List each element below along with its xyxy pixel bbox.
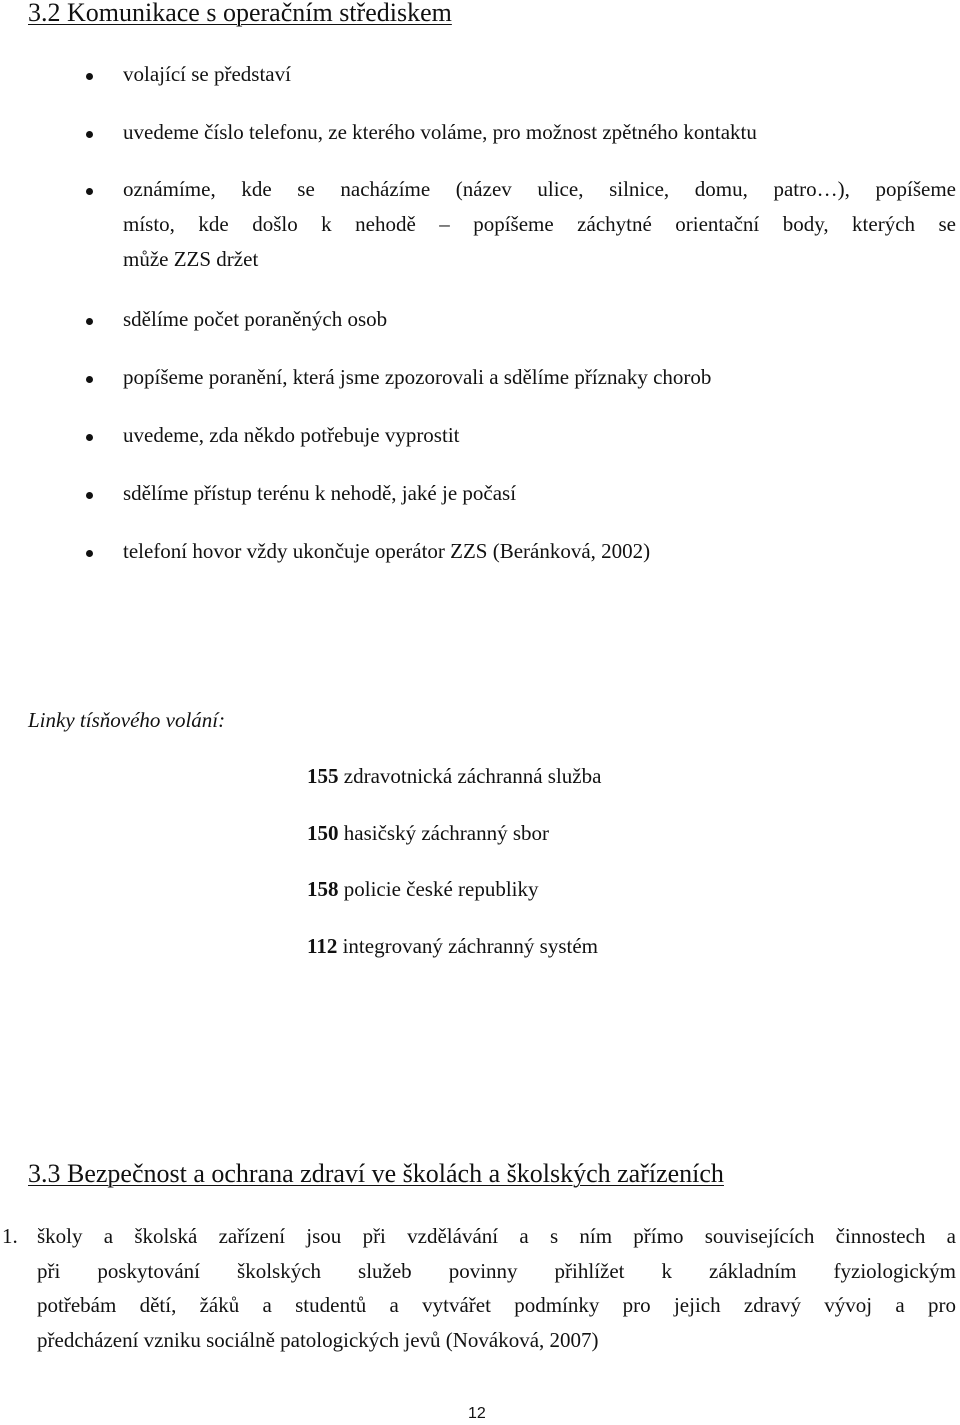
list-item: uvedeme, zda někdo potřebuje vyprostit: [123, 423, 460, 447]
emergency-label: integrovaný záchranný systém: [342, 934, 599, 958]
emergency-line: [307, 764, 601, 789]
section-heading-3-3: 3.3 Bezpečnost a ochrana zdraví ve školách a školských zařízeních: [28, 1159, 724, 1188]
emergency-heading: Linky tísňového volání:: [28, 708, 226, 732]
paragraph-line: školy a školská zařízení jsou při vzdělávání a s ním přímo souvisejících činnostech a: [37, 1224, 956, 1248]
bullet-dot: [86, 550, 93, 557]
numbered-paragraph: [37, 1219, 956, 1357]
list-item: sdělíme přístup terénu k nehodě, jaké je počasí: [123, 481, 517, 505]
list-item: volající se představí: [123, 62, 291, 86]
paragraph-line: předcházení vzniku sociálně patologických jevů (Nováková, 2007): [37, 1327, 599, 1352]
emergency-line: [307, 934, 598, 959]
bullet-dot: [86, 188, 93, 195]
emergency-line: [307, 821, 549, 846]
emergency-number: 158: [307, 877, 339, 901]
section-heading-3-2: 3.2 Komunikace s operačním střediskem: [28, 0, 452, 27]
emergency-label: zdravotnická záchranná služba: [343, 764, 602, 788]
list-item: popíšeme poranění, která jsme zpozorovali a sdělíme příznaky chorob: [123, 365, 712, 389]
page-number: 12: [468, 1405, 486, 1422]
emergency-label: hasičský záchranný sbor: [343, 821, 550, 845]
bullet-dot: [86, 492, 93, 499]
emergency-label: policie české republiky: [343, 877, 539, 901]
emergency-number: 112: [307, 934, 338, 958]
emergency-line: [307, 877, 539, 902]
list-item: sdělíme počet poraněných osob: [123, 307, 388, 331]
bullet-dot: [86, 73, 93, 80]
paragraph-line: potřebám dětí, žáků a studentů a vytvářet podmínky pro jejich zdravý vývoj a pro: [37, 1293, 956, 1317]
list-item-line: oznámíme, kde se nacházíme (název ulice, silnice, domu, patro…), popíšeme: [123, 177, 956, 201]
emergency-number: 155: [307, 764, 339, 788]
bullet-dot: [86, 131, 93, 138]
paragraph-line: při poskytování školských služeb povinny přihlížet k základním fyziologickým: [37, 1258, 956, 1283]
bullet-dot: [86, 318, 93, 325]
list-item: uvedeme číslo telefonu, ze kterého voláme, pro možnost zpětného kontaktu: [123, 120, 757, 144]
item-number: 1.: [2, 1224, 18, 1248]
bullet-dot: [86, 434, 93, 441]
list-item: telefoní hovor vždy ukončuje operátor ZZS (Beránková, 2002): [123, 539, 651, 563]
list-item-line: místo, kde došlo k nehodě – popíšeme záchytné orientační body, kterých se: [123, 212, 956, 236]
emergency-number: 150: [307, 821, 339, 845]
list-item-line: může ZZS držet: [123, 247, 259, 271]
bullet-dot: [86, 376, 93, 383]
